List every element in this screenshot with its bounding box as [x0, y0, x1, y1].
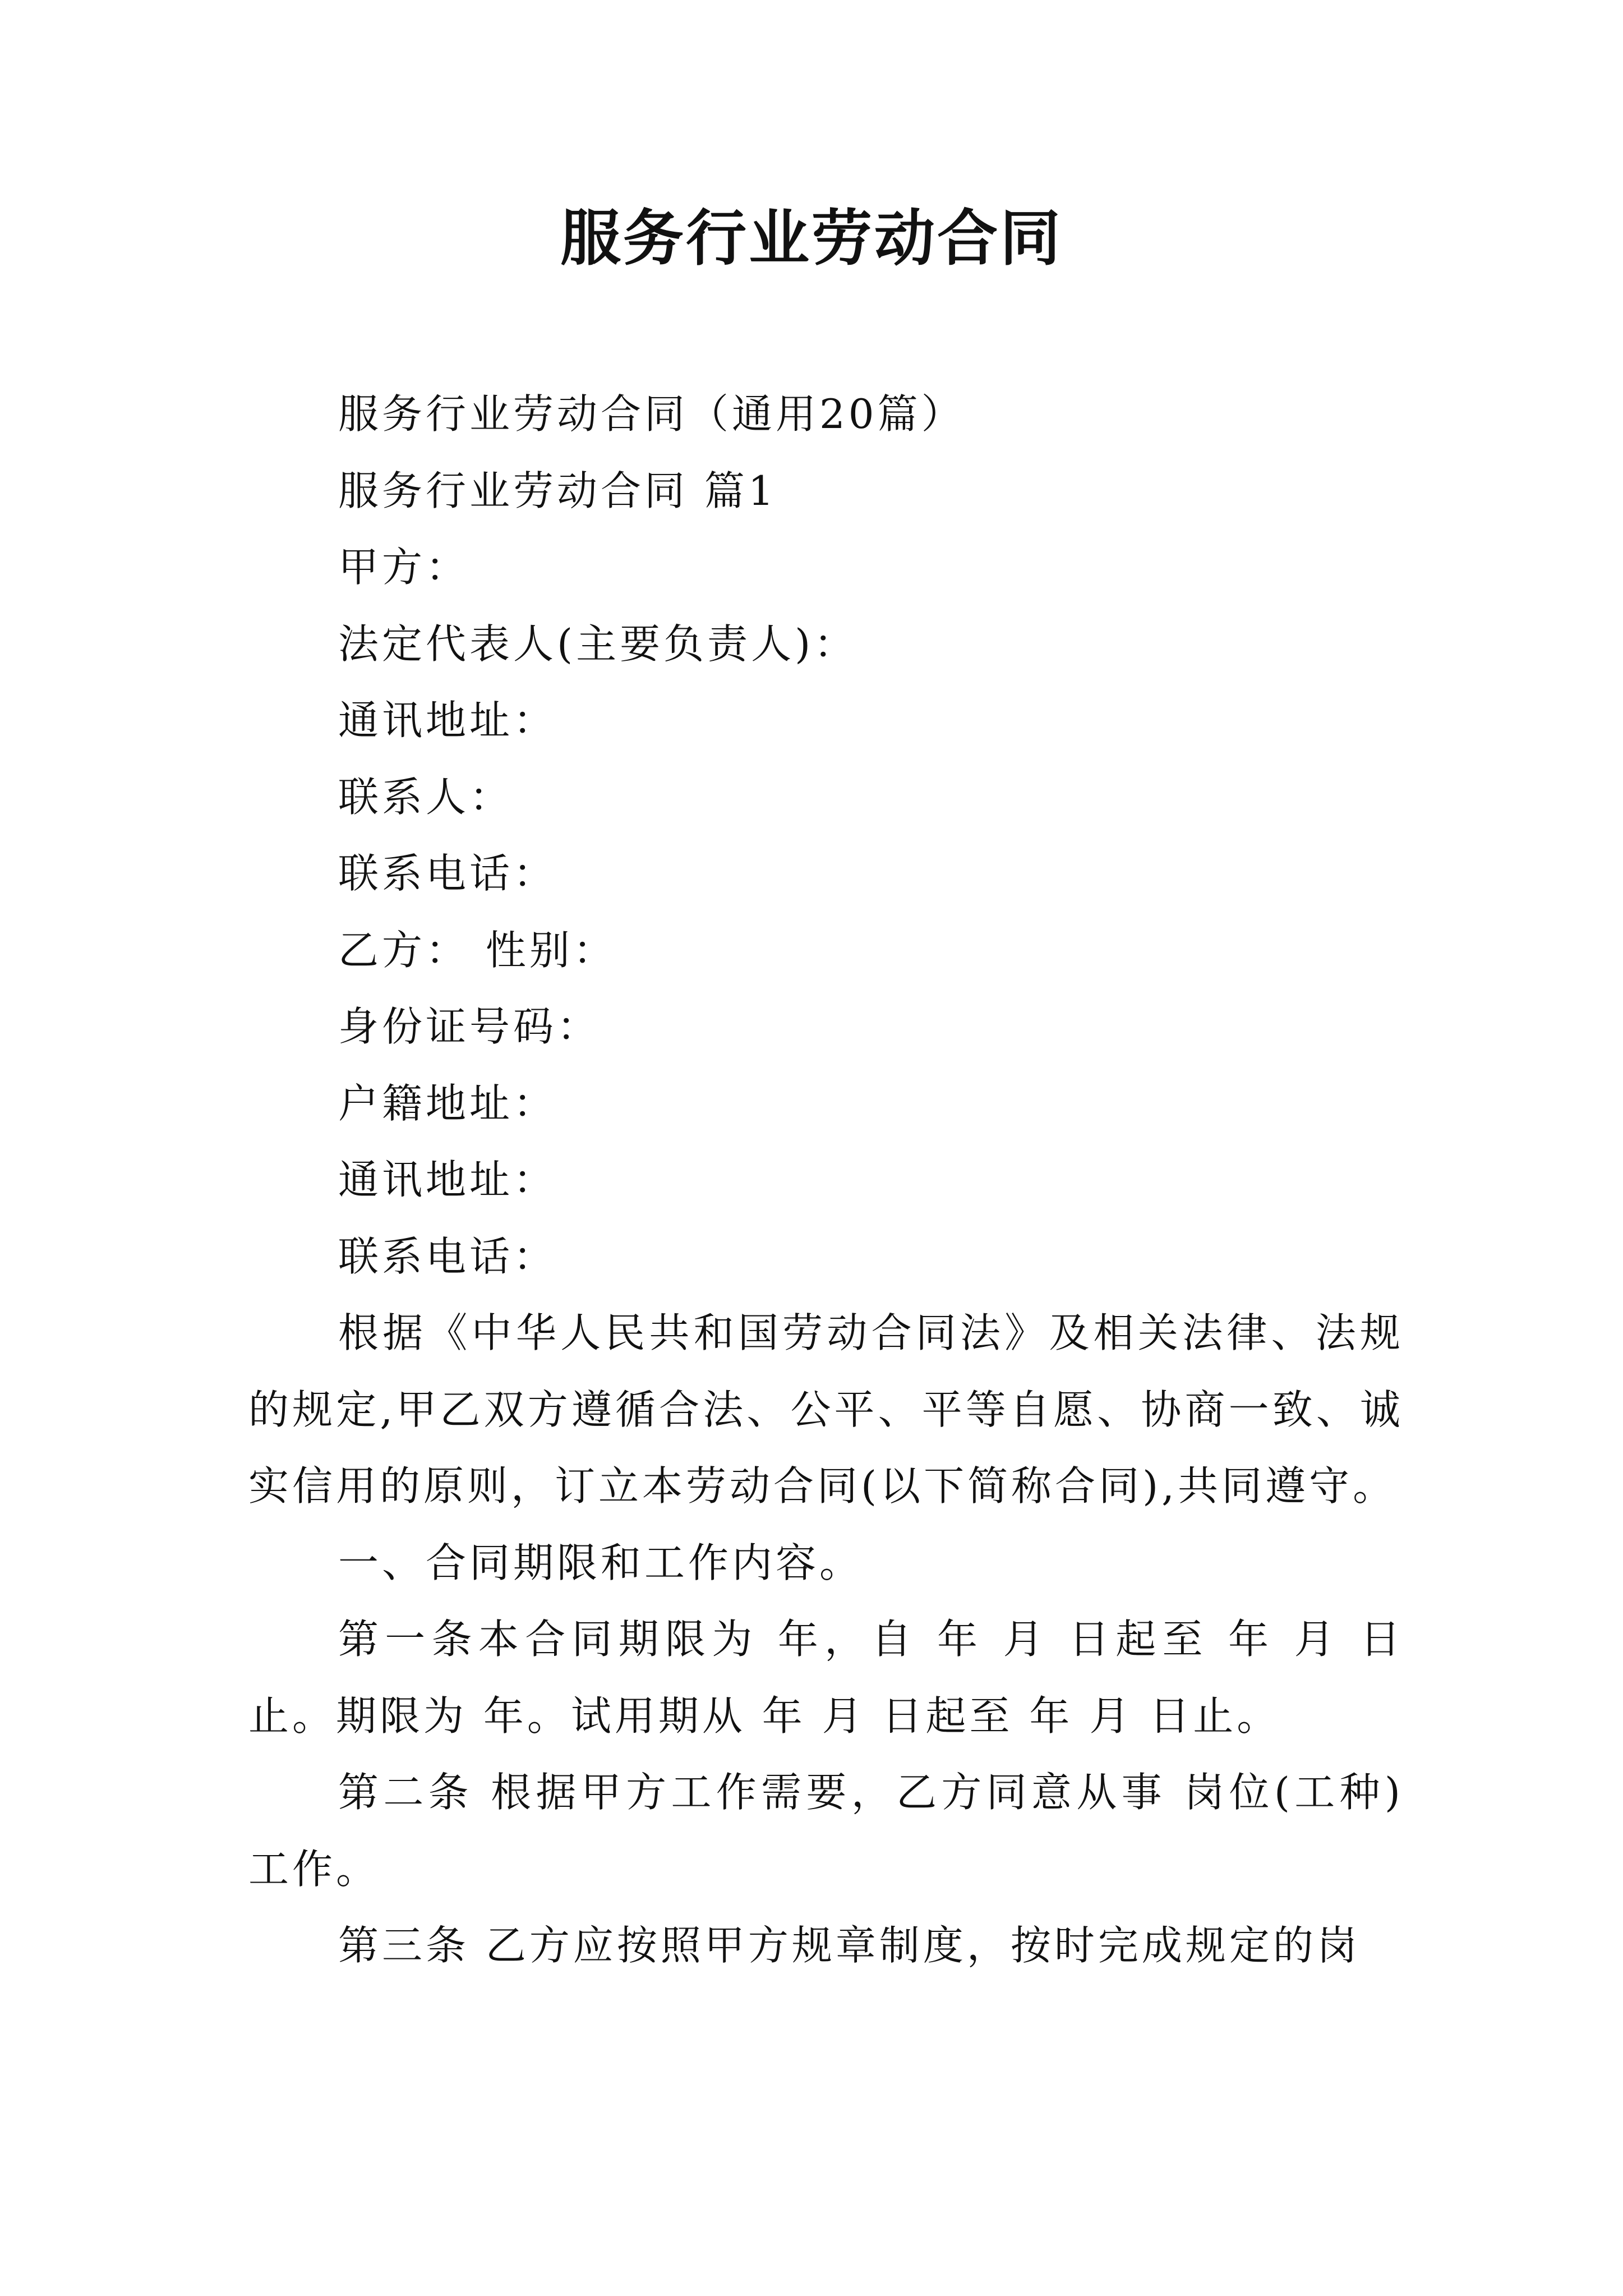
party-b-address-label: 通讯地址：	[338, 1156, 557, 1203]
party-a-address-label: 通讯地址：	[338, 697, 557, 744]
article-one-paragraph: 第一条本合同期限为 年，自 年 月 日起至 年 月 日止。期限为 年。试用期从 年 月 日起至 年 月 日止。	[248, 1616, 1404, 1740]
party-a-label: 甲方：	[338, 544, 470, 591]
chapter-one-heading: 一、合同期限和工作内容。	[338, 1539, 864, 1586]
section-heading: 服务行业劳动合同 篇1	[338, 467, 777, 514]
contact-person-label: 联系人：	[338, 773, 514, 821]
id-number-label: 身份证号码：	[338, 1003, 601, 1050]
article-two-paragraph: 第二条 根据甲方工作需要，乙方同意从事 岗位(工种)工作。	[248, 1769, 1404, 1893]
preamble-paragraph: 根据《中华人民共和国劳动合同法》及相关法律、法规的规定,甲乙双方遵循合法、公平、平等自愿、协商一致、诚实信用的原则，订立本劳动合同(以下简称合同),共同遵守。	[248, 1309, 1404, 1510]
party-b-gender-label: 乙方： 性别：	[338, 926, 617, 974]
party-b-phone-label: 联系电话：	[338, 1232, 557, 1280]
household-address-label: 户籍地址：	[338, 1079, 557, 1127]
party-a-phone-label: 联系电话：	[338, 850, 557, 897]
article-three-paragraph: 第三条 乙方应按照甲方规章制度，按时完成规定的岗	[338, 1922, 1361, 1969]
legal-representative-label: 法定代表人(主要负责人)：	[338, 620, 858, 668]
subtitle-line: 服务行业劳动合同（通用20篇）	[338, 390, 965, 438]
document-title: 服务行业劳动合同	[560, 203, 1063, 274]
document-body	[248, 376, 1404, 1984]
